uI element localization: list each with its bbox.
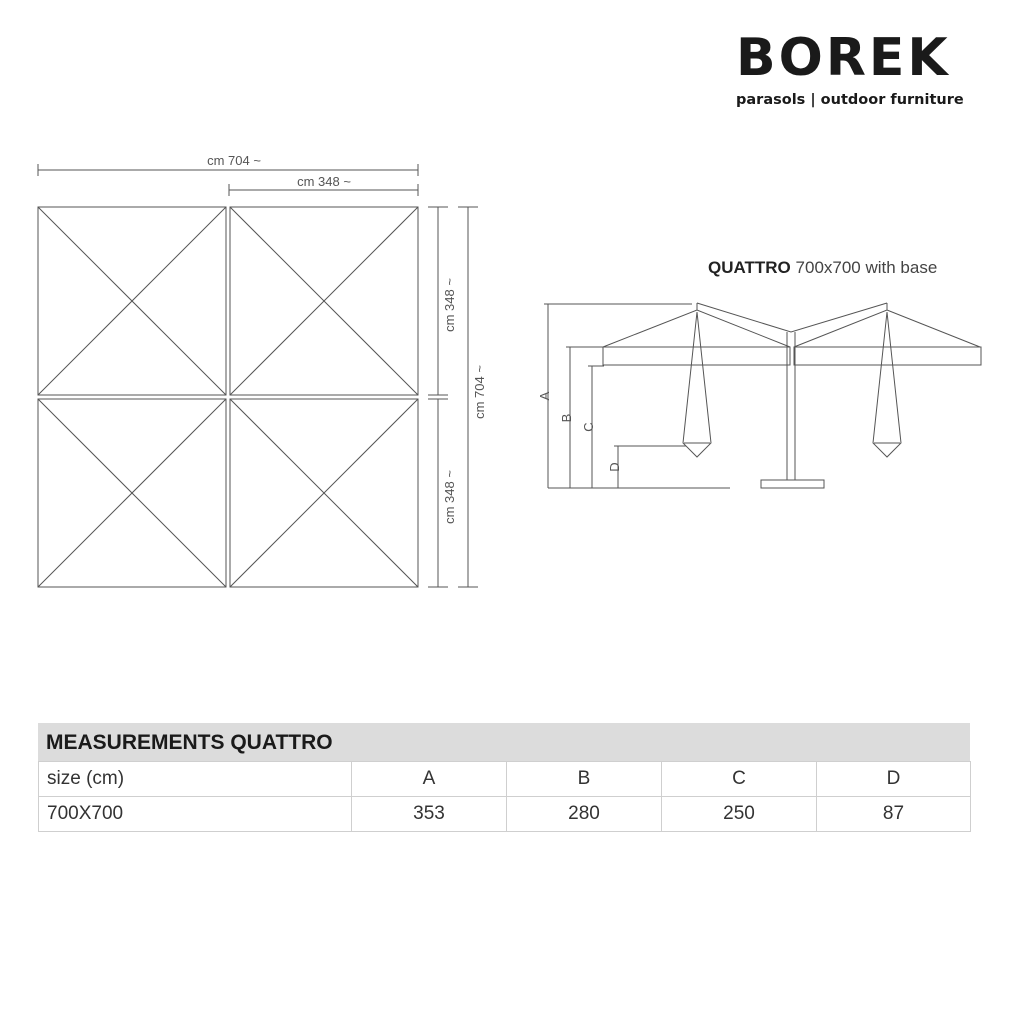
table-header-row [39, 762, 971, 797]
side-view-title [708, 258, 937, 278]
model-spec: 700x700 with base [795, 258, 938, 277]
canopy-square-bottom-left [38, 399, 226, 587]
table-cell: 87 [817, 797, 971, 832]
header-cell: D [817, 762, 971, 797]
label-a: A [537, 391, 552, 401]
dim-total-width: cm 704 ~ [207, 153, 261, 168]
dim-lower-height: cm 348 ~ [442, 470, 457, 524]
header-cell: size (cm) [39, 762, 352, 797]
brand-tagline: parasols | outdoor furniture [736, 92, 964, 108]
measurements-table [38, 723, 970, 832]
dim-total-height: cm 704 ~ [472, 365, 487, 419]
brand-name: BOREK [736, 28, 951, 88]
label-d: D [607, 462, 622, 472]
header-cell: A [352, 762, 507, 797]
table-cell: 353 [352, 797, 507, 832]
top-view [38, 164, 478, 587]
right-canopy-valance [794, 347, 981, 365]
side-view [544, 303, 981, 488]
header-cell: C [662, 762, 817, 797]
support-arms [697, 303, 887, 332]
right-folded-canopy [873, 312, 901, 457]
model-name: QUATTRO [708, 258, 791, 277]
left-folded-canopy [683, 312, 711, 457]
umbrella-base [761, 480, 824, 488]
label-b: B [559, 413, 574, 423]
table-cell: 280 [507, 797, 662, 832]
header-cell: B [507, 762, 662, 797]
left-canopy-valance [603, 347, 790, 365]
canopy-square-top-right [230, 207, 418, 395]
measurements-title: MEASUREMENTS QUATTRO [38, 723, 970, 761]
table-cell: 700X700 [39, 797, 352, 832]
dim-upper-height: cm 348 ~ [442, 278, 457, 332]
label-c: C [581, 422, 596, 432]
table-row [39, 797, 971, 832]
dim-half-width: cm 348 ~ [297, 174, 351, 189]
table-cell: 250 [662, 797, 817, 832]
measurements-grid [38, 761, 971, 832]
canopy-square-bottom-right [230, 399, 418, 587]
canopy-square-top-left [38, 207, 226, 395]
